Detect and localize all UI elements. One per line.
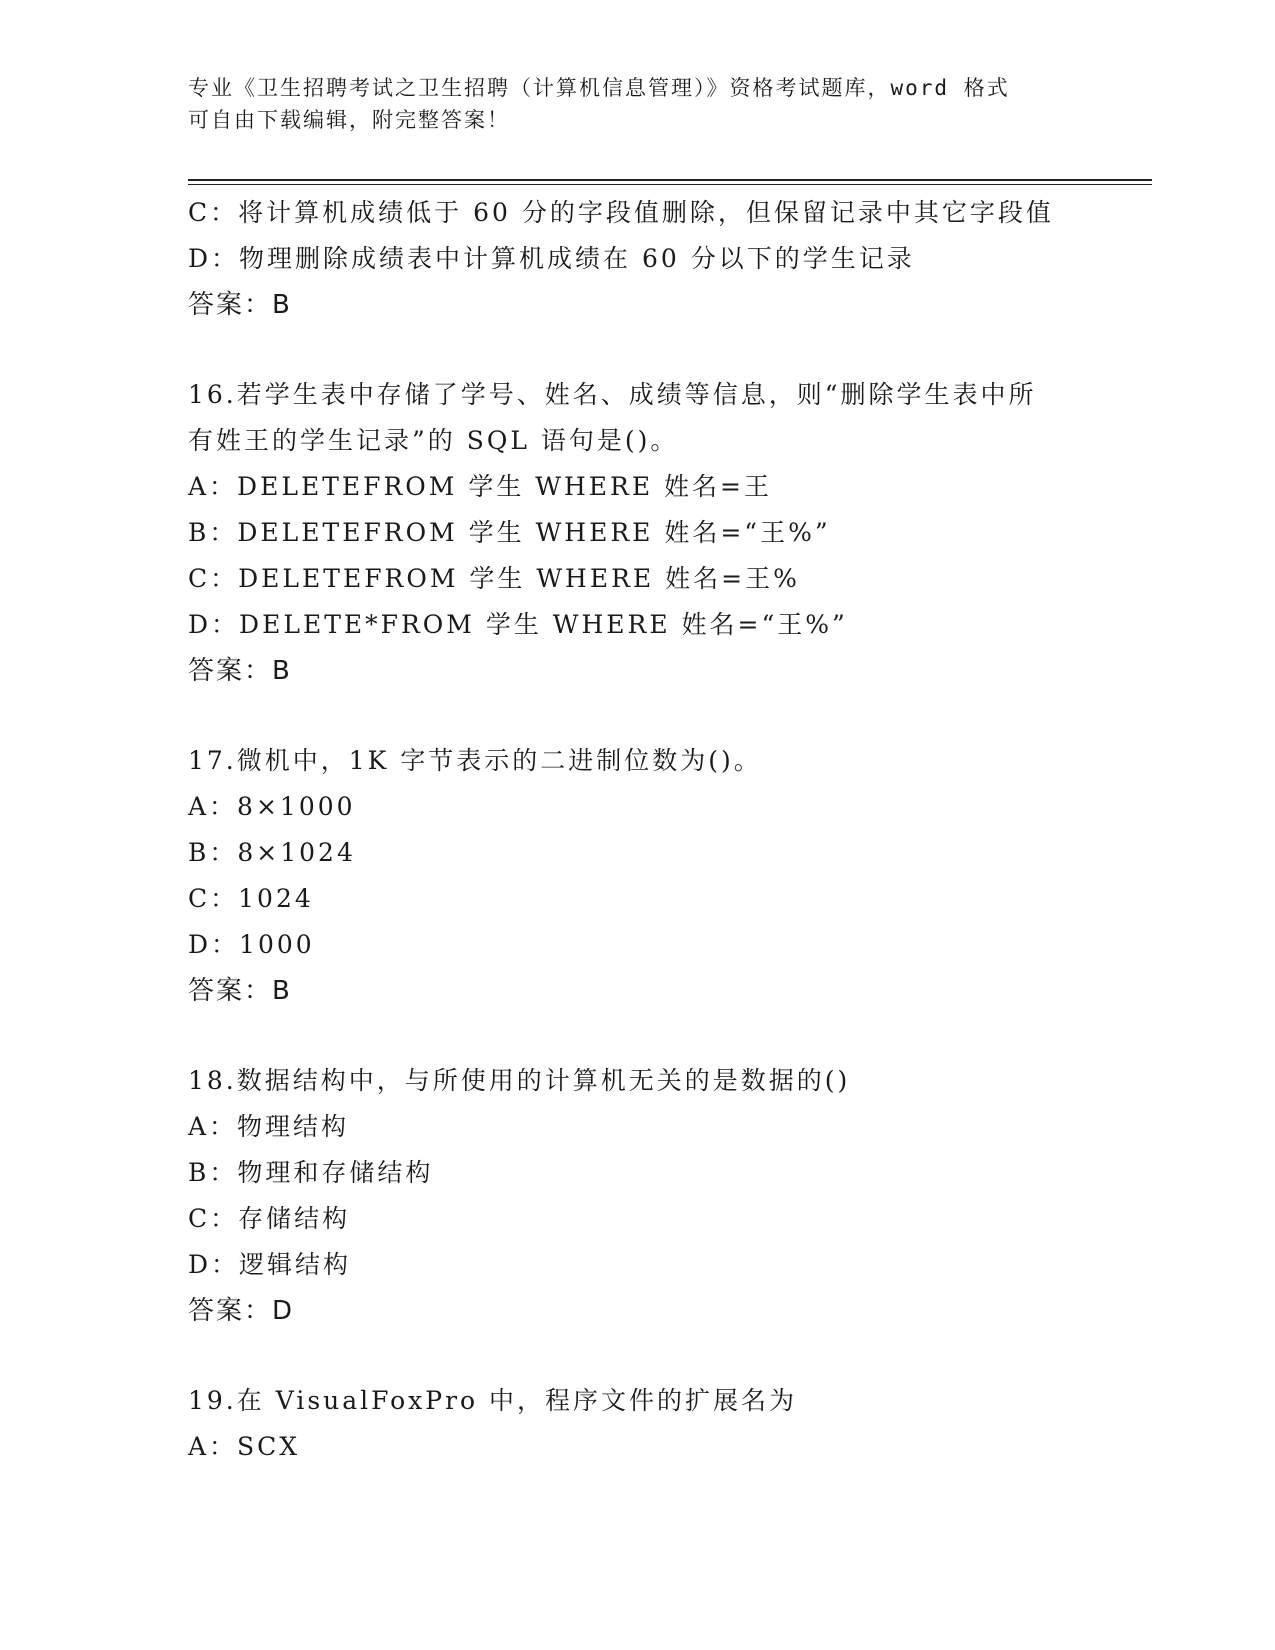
answer-line: 答案：B: [188, 290, 292, 320]
option-a: A：SCX: [188, 1432, 301, 1461]
question-19: [188, 1378, 1148, 1470]
question-stem-continued: 有姓王的学生记录”的 SQL 语句是()。: [188, 426, 679, 455]
header-divider-thin: [188, 184, 1152, 185]
question-stem: 17.微机中，1K 字节表示的二进制位数为()。: [188, 746, 762, 775]
option-c: C：DELETEFROM 学生 WHERE 姓名=王%: [188, 564, 800, 593]
question-18: [188, 1058, 1148, 1334]
question-16: [188, 372, 1148, 694]
option-c: C：存储结构: [188, 1204, 351, 1233]
option-d: D：1000: [188, 930, 315, 959]
question-stem: 16.若学生表中存储了学号、姓名、成绩等信息，则“删除学生表中所: [188, 380, 1037, 409]
option-b: B：DELETEFROM 学生 WHERE 姓名=“王%”: [188, 518, 831, 547]
option-d: D：逻辑结构: [188, 1250, 352, 1279]
option-d: D：DELETE*FROM 学生 WHERE 姓名=“王%”: [188, 610, 848, 639]
question-stem: 19.在 VisualFoxPro 中，程序文件的扩展名为: [188, 1386, 798, 1415]
option-b: B：8×1024: [188, 838, 356, 867]
header-subtitle-line: 可自由下载编辑，附完整答案！: [188, 108, 510, 132]
option-a: A：物理结构: [188, 1112, 350, 1141]
option-b: B：物理和存储结构: [188, 1158, 434, 1187]
option-c: C：将计算机成绩低于 60 分的字段值删除，但保留记录中其它字段值: [188, 198, 1054, 227]
option-d: D：物理删除成绩表中计算机成绩在 60 分以下的学生记录: [188, 244, 915, 273]
option-a: A：DELETEFROM 学生 WHERE 姓名=王: [188, 472, 772, 501]
option-c: C：1024: [188, 884, 314, 913]
answer-line: 答案：D: [188, 1296, 295, 1326]
question-list: [188, 190, 1148, 1470]
header-title-line: 专业《卫生招聘考试之卫生招聘（计算机信息管理）》资格考试题库，word 格式: [188, 76, 1010, 100]
answer-line: 答案：B: [188, 656, 292, 686]
question-17: [188, 738, 1148, 1014]
answer-line: 答案：B: [188, 976, 292, 1006]
option-a: A：8×1000: [188, 792, 356, 821]
header-divider: [188, 179, 1152, 181]
document-header: [188, 72, 1068, 136]
question-stem: 18.数据结构中，与所使用的计算机无关的是数据的(): [188, 1066, 851, 1095]
question-15: [188, 190, 1148, 328]
